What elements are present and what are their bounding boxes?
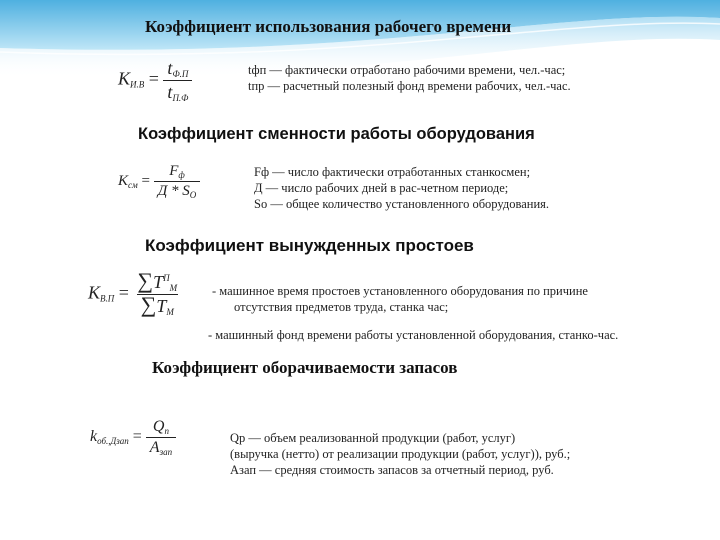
description-line: tпр — расчетный полезный фонд времени рабочих, чел.-час.	[248, 79, 571, 93]
description-line: Азап — средняя стоимость запасов за отчетный период, руб.	[230, 463, 554, 477]
description-line: Д — число рабочих дней в рас-четном периоде;	[254, 181, 509, 195]
section-title-inventory-turnover: Коэффициент оборачиваемости запасов	[152, 358, 458, 377]
section-title-shift-ratio: Коэффициент сменности работы оборудования	[138, 125, 535, 143]
description-line: tфп — фактически отработано рабочими времени, чел.-час;	[248, 63, 566, 77]
description-inventory-turnover	[230, 430, 570, 478]
description-line: - машинное время простоев установленного оборудования по причине	[212, 284, 588, 298]
description-line: Fф — число фактически отработанных станкосмен;	[254, 165, 531, 179]
formula-downtime: $K_{В.П}$ = $\frac{\sum T^П_M}{\sum T_M}$	[88, 268, 178, 317]
description-work-time	[248, 62, 571, 94]
description-line: - машинный фонд времени работы установленной оборудования, станко-час.	[208, 328, 619, 342]
description-downtime-2	[208, 327, 618, 343]
description-line: Qр — объем реализованной продукции (работ, услуг)	[230, 431, 516, 445]
formula-shift-ratio: $K_{см}$ = $\frac{F_ф}{Д * S_О}$	[118, 163, 200, 200]
description-line: So — общее количество установленного оборудования.	[254, 197, 550, 211]
formula-work-time: $K_{И.В}$ = $\frac{t_{Ф.П}}{t_{П.Ф}}$	[118, 58, 192, 103]
description-downtime	[212, 283, 588, 315]
description-line: (выручка (нетто) от реализации продукции (работ, услуг)), руб.;	[230, 447, 571, 461]
section-title-downtime: Коэффициент вынужденных простоев	[145, 236, 474, 255]
description-line: отсутствия предметов труда, станка час;	[234, 300, 449, 314]
description-shift-ratio	[254, 164, 549, 212]
section-title-work-time: Коэффициент использования рабочего времени	[145, 17, 512, 36]
formula-inventory-turnover: $k_{об.,Дзап}$ = $\frac{Q_п}{A_{зап}}$	[90, 418, 176, 457]
